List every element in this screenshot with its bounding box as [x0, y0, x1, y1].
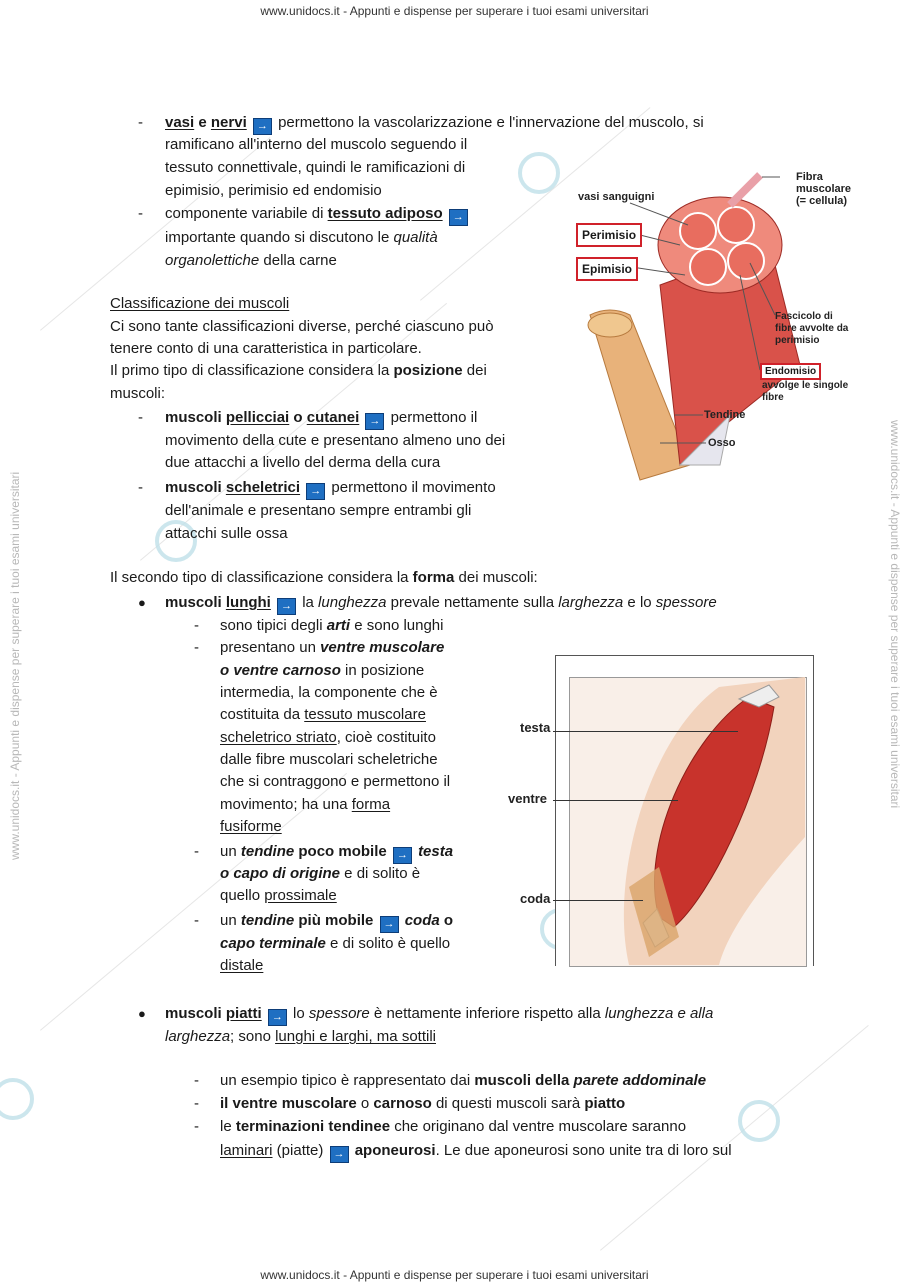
dash-marker: - — [194, 843, 199, 860]
dash-marker: - — [194, 617, 199, 634]
text-line: presentano un ventre muscolare — [220, 639, 445, 656]
text-line: muscoli: — [110, 385, 166, 402]
side-watermark-right: www.unidocs.it - Appunti e dispense per superare i tuoi esami universitari — [888, 420, 902, 809]
dash-marker: - — [194, 1072, 199, 1089]
text-line: attacchi sulle ossa — [165, 525, 288, 542]
text-line: o ventre carnoso in posizione — [220, 662, 425, 679]
text-line: intermedia, la componente che è — [220, 684, 438, 701]
item-tessuto-adiposo: componente variabile di tessuto adiposo → — [165, 203, 470, 226]
section-title: Classificazione dei muscoli — [110, 295, 290, 312]
label-tendine: Tendine — [704, 409, 746, 421]
leader-line-coda — [553, 900, 643, 901]
page-footer: www.unidocs.it - Appunti e dispense per superare i tuoi esami universitari — [260, 1268, 649, 1282]
label-osso: Osso — [708, 437, 736, 449]
text-line: tenere conto di una caratteristica in particolare. — [110, 340, 422, 357]
text-line: importante quando si discutono le qualità — [165, 229, 438, 246]
label-fascicolo: Fascicolo di fibre avvolte da perimisio — [775, 311, 849, 346]
arrow-icon: → — [393, 847, 412, 864]
dash-marker: - — [138, 409, 143, 426]
bullet-marker: ● — [138, 595, 146, 610]
text-line: le terminazioni tendinee che originano dal ventre muscolare saranno — [220, 1118, 687, 1135]
text-line: movimento; ha una forma — [220, 796, 391, 813]
leader-line-ventre — [553, 800, 678, 801]
text-line: quello prossimale — [220, 887, 337, 904]
text-line: dell'animale e presentano sempre entrambi gli — [165, 502, 472, 519]
item-pellicciai: muscoli pellicciai o cutanei → permettono il — [165, 407, 477, 430]
text-line: sono tipici degli arti e sono lunghi — [220, 617, 444, 634]
text-line: costituita da tessuto muscolare — [220, 706, 426, 723]
text-line: scheletrico striato, cioè costituito — [220, 729, 436, 746]
text-line: capo terminale e di solito è quello — [220, 935, 451, 952]
label-vasi-sanguigni: vasi sanguigni — [578, 191, 655, 203]
dash-marker: - — [194, 1095, 199, 1112]
text-line: Ci sono tante classificazioni diverse, perché ciascuno può — [110, 318, 494, 335]
label-endomisio: Endomisio — [760, 363, 821, 380]
dash-marker: - — [194, 639, 199, 656]
arrow-icon: → — [449, 209, 468, 226]
text-line: tessuto connettivale, quindi le ramificazioni di — [165, 159, 466, 176]
item-vasi-nervi: vasi e nervi → permettono la vascolarizzazione e l'innervazione del muscolo, si — [165, 112, 704, 135]
text-line: epimisio, perimisio ed endomisio — [165, 182, 382, 199]
arrow-icon: → — [253, 118, 272, 135]
watermark-logo-icon — [518, 152, 560, 194]
text-line: organolettiche della carne — [165, 252, 337, 269]
arm-muscle-figure — [505, 655, 815, 967]
side-watermark-left: www.unidocs.it - Appunti e dispense per superare i tuoi esami universitari — [8, 471, 22, 860]
item-scheletrici: muscoli scheletrici → permettono il movimento — [165, 477, 496, 500]
text-line: il ventre muscolare o carnoso di questi muscoli sarà piatto — [220, 1095, 626, 1112]
page-header: www.unidocs.it - Appunti e dispense per superare i tuoi esami universitari — [260, 4, 649, 18]
label-fibra-muscolare: Fibra muscolare (= cellula) — [796, 171, 852, 207]
text-line: Il secondo tipo di classificazione considera la forma dei muscoli: — [110, 569, 538, 586]
dash-marker: - — [138, 479, 143, 496]
text-line: movimento della cute e presentano almeno uno dei — [165, 432, 506, 449]
text-line: fusiforme — [220, 818, 282, 835]
item-muscoli-lunghi: muscoli lunghi → la lunghezza prevale nettamente sulla larghezza e lo spessore — [165, 592, 717, 615]
text-line: larghezza; sono lunghi e larghi, ma sottili — [165, 1028, 436, 1045]
label-ventre: ventre — [508, 791, 548, 806]
text-line: o capo di origine e di solito è — [220, 865, 421, 882]
arrow-icon: → — [268, 1009, 287, 1026]
text-line: dalle fibre muscolari scheletriche — [220, 751, 438, 768]
arrow-icon: → — [380, 916, 399, 933]
watermark-logo-icon — [0, 1078, 34, 1120]
arrow-icon: → — [277, 598, 296, 615]
text-line: Il primo tipo di classificazione considera la posizione dei — [110, 362, 487, 379]
text-line: un tendine poco mobile → testa — [220, 841, 453, 864]
text-line: che si contraggono e permettono il — [220, 773, 451, 790]
arm-muscle-illustration — [569, 677, 805, 965]
muscle-structure-figure — [570, 165, 860, 485]
arrow-icon: → — [365, 413, 384, 430]
text-line: ramificano all'interno del muscolo seguendo il — [165, 136, 468, 153]
label-coda: coda — [520, 891, 551, 906]
bullet-marker: ● — [138, 1006, 146, 1021]
dash-marker: - — [138, 114, 143, 131]
label-perimisio: Perimisio — [576, 223, 642, 247]
label-endomisio-sub: avvolge le singole fibre — [762, 380, 849, 403]
text-line: un tendine più mobile → coda o — [220, 910, 453, 933]
text-line: distale — [220, 957, 264, 974]
dash-marker: - — [194, 1118, 199, 1135]
leader-line-testa — [553, 731, 738, 732]
text-line: due attacchi a livello del derma della cura — [165, 454, 441, 471]
dash-marker: - — [138, 205, 143, 222]
label-epimisio: Epimisio — [576, 257, 638, 281]
arrow-icon: → — [330, 1146, 349, 1163]
text-line: un esempio tipico è rappresentato dai muscoli della parete addominale — [220, 1072, 707, 1089]
watermark-logo-icon — [738, 1100, 780, 1142]
item-muscoli-piatti: muscoli piatti → lo spessore è nettamente inferiore rispetto alla lunghezza e alla — [165, 1003, 713, 1026]
text-line: laminari (piatte) → aponeurosi. Le due aponeurosi sono unite tra di loro sul — [220, 1140, 732, 1163]
dash-marker: - — [194, 912, 199, 929]
arrow-icon: → — [306, 483, 325, 500]
label-testa: testa — [520, 720, 551, 735]
